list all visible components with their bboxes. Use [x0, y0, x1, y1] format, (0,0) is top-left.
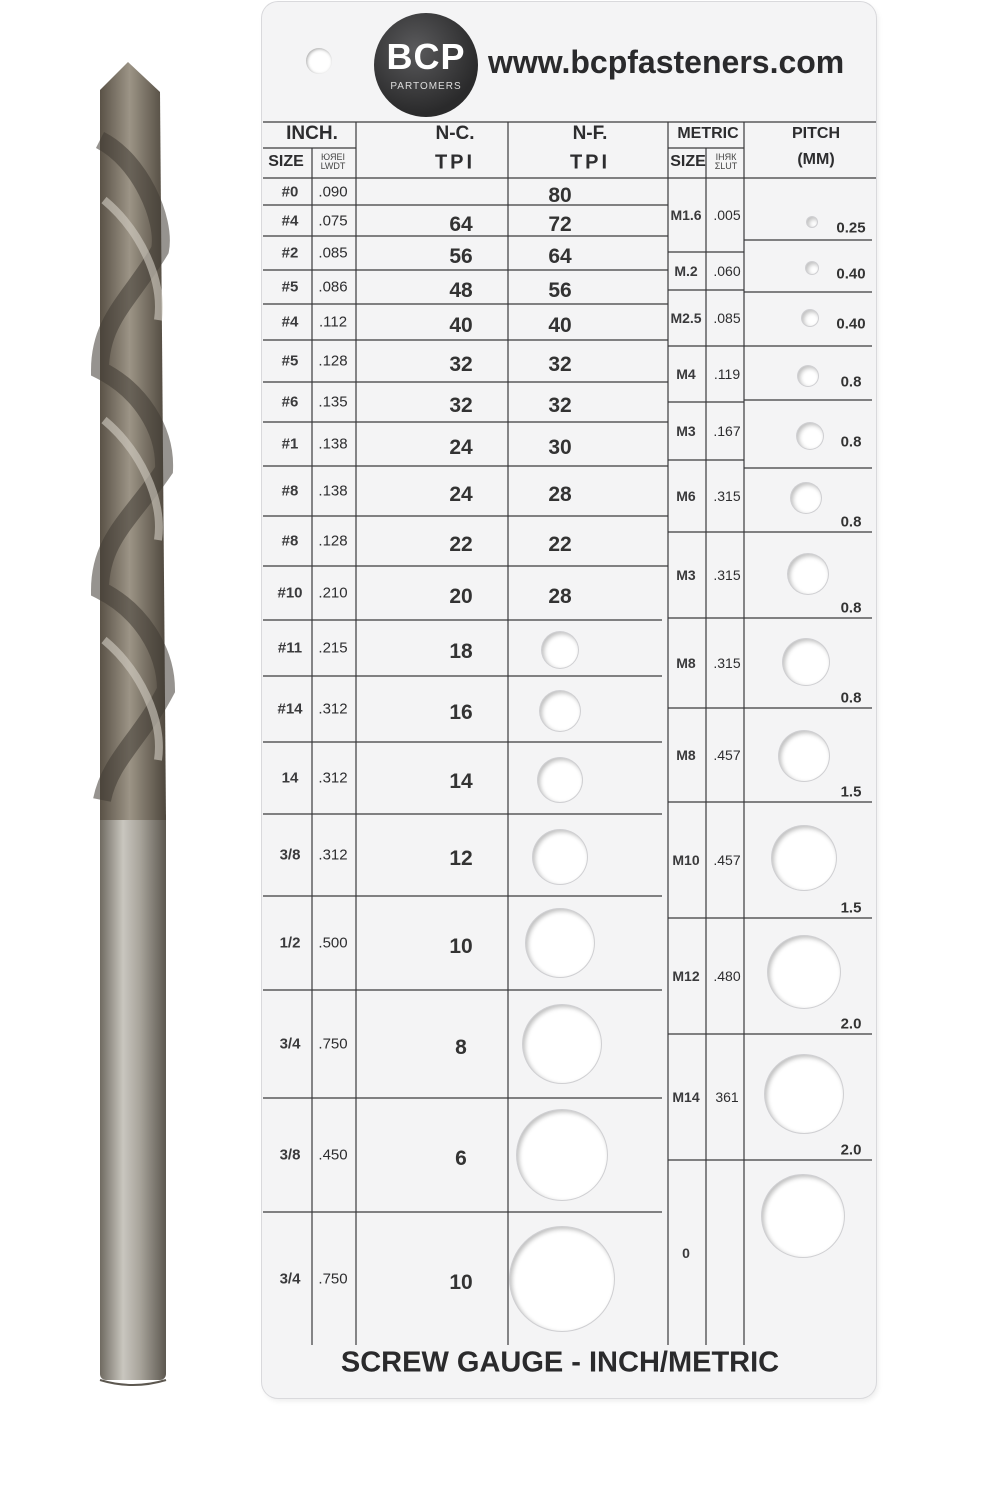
inch-size-cell: #11: [277, 639, 303, 657]
inch-size-cell: #1: [281, 435, 299, 453]
metric-diameter-cell: .167: [713, 423, 741, 439]
pitch-value: 2.0: [840, 1141, 862, 1159]
inch-size-cell: #4: [281, 212, 299, 229]
inch-size-cell: #10: [277, 584, 303, 602]
nf-tpi-cell: 32: [548, 353, 572, 376]
nc-tpi-cell: 32: [449, 394, 473, 417]
inch-size-cell: #8: [281, 482, 299, 500]
inch-gauge-hole[interactable]: [542, 632, 578, 668]
logo-sub-text: PARTOMERS: [390, 81, 462, 92]
metric-diameter-cell: .457: [713, 852, 741, 868]
inch-diameter-cell: .135: [318, 393, 348, 411]
inch-diameter-cell: .500: [318, 934, 348, 952]
inch-size-cell: #2: [281, 244, 299, 262]
metric-size-cell: M12: [672, 968, 700, 984]
header-nc: N-C.: [435, 123, 475, 144]
nc-tpi-cell: 16: [449, 701, 473, 724]
inch-size-cell: #6: [281, 393, 299, 411]
metric-size-cell: M14: [672, 1089, 700, 1105]
inch-diameter-cell: .138: [318, 435, 348, 453]
metric-gauge-hole[interactable]: [768, 936, 840, 1008]
inch-gauge-hole[interactable]: [510, 1227, 614, 1331]
inch-size-cell: 1/2: [279, 934, 301, 952]
metric-size-cell: M4: [676, 366, 696, 382]
metric-diameter-cell: .315: [713, 567, 741, 583]
nc-tpi-cell: 20: [449, 585, 473, 608]
nc-tpi-cell: 14: [449, 770, 473, 793]
header-pitch: PITCH: [792, 125, 840, 142]
metric-gauge-hole[interactable]: [783, 639, 829, 685]
nf-tpi-cell: 72: [548, 212, 572, 236]
inch-size-cell: #14: [277, 700, 303, 718]
pitch-value: 2.0: [840, 1015, 862, 1033]
metric-size-cell: M2.5: [670, 310, 702, 326]
inch-size-cell: #0: [281, 183, 299, 200]
nc-tpi-cell: 10: [449, 1270, 473, 1294]
nf-tpi-cell: 22: [548, 533, 572, 556]
header-metric-size: SIZE: [670, 153, 706, 170]
metric-size-cell: M1.6: [670, 207, 702, 223]
metric-size-cell: M10: [672, 852, 700, 868]
nc-tpi-cell: 18: [449, 640, 473, 663]
metric-size-cell: M.2: [674, 263, 698, 279]
inch-size-cell: #8: [281, 532, 299, 550]
pitch-value: 0.8: [840, 373, 862, 391]
website-label: www.bcpfasteners.com: [488, 44, 845, 80]
header-nf: N-F.: [572, 123, 608, 144]
metric-gauge-hole[interactable]: [791, 483, 821, 513]
nf-tpi-cell: 30: [548, 436, 572, 459]
header-size: SIZE: [268, 153, 304, 170]
metric-size-cell: M3: [676, 567, 696, 583]
inch-size-cell: #4: [281, 313, 299, 331]
inch-size-cell: 3/4: [279, 1035, 301, 1053]
inch-gauge-hole[interactable]: [533, 830, 587, 884]
metric-diameter-cell: .457: [713, 747, 741, 763]
nf-tpi-cell: 28: [548, 483, 572, 506]
inch-diameter-cell: .215: [318, 639, 348, 657]
header-inch-small: ЮЯЕІ LWDT: [320, 152, 346, 171]
header-metric: METRIC: [677, 125, 739, 142]
inch-diameter-cell: .312: [318, 769, 348, 787]
pitch-value: 0.8: [840, 689, 862, 707]
inch-gauge-hole[interactable]: [526, 909, 594, 977]
inch-diameter-cell: .450: [318, 1146, 348, 1164]
header-nf-tpi: TPI: [569, 151, 611, 174]
pitch-value: 0.40: [836, 315, 866, 333]
metric-diameter-cell: .119: [713, 366, 741, 382]
metric-size-cell: M8: [676, 747, 696, 763]
inch-diameter-cell: .128: [318, 532, 348, 550]
nc-tpi-cell: 10: [449, 935, 473, 958]
inch-diameter-cell: .085: [318, 244, 348, 262]
header-nc-tpi: TPI: [434, 151, 476, 174]
metric-gauge-hole[interactable]: [762, 1175, 844, 1257]
metric-size-cell: M3: [676, 423, 696, 439]
pitch-value: 0.25: [836, 219, 866, 237]
metric-diameter-cell: 361: [715, 1089, 739, 1105]
nf-tpi-cell: 56: [548, 279, 572, 302]
inch-gauge-hole[interactable]: [538, 758, 582, 802]
inch-size-cell: 3/8: [279, 846, 301, 864]
metric-gauge-hole[interactable]: [779, 731, 829, 781]
metric-gauge-hole[interactable]: [807, 217, 817, 227]
inch-size-cell: #5: [281, 352, 299, 370]
inch-diameter-cell: .090: [318, 183, 348, 200]
nc-tpi-cell: 32: [449, 353, 473, 376]
inch-diameter-cell: .128: [318, 352, 348, 370]
header-pitch-mm: (MM): [797, 151, 835, 168]
nc-tpi-cell: 6: [455, 1147, 467, 1170]
inch-size-cell: 3/8: [279, 1146, 301, 1164]
metric-gauge-hole[interactable]: [788, 554, 828, 594]
pitch-value: 0.8: [840, 513, 862, 531]
nc-tpi-cell: 56: [449, 245, 473, 268]
inch-diameter-cell: .750: [318, 1270, 348, 1287]
inch-diameter-cell: .086: [318, 278, 348, 296]
nf-tpi-cell: 80: [548, 183, 572, 207]
inch-diameter-cell: .210: [318, 584, 348, 602]
metric-diameter-cell: .085: [713, 310, 741, 326]
inch-gauge-hole[interactable]: [517, 1110, 607, 1200]
inch-size-cell: 14: [281, 769, 299, 787]
inch-diameter-cell: .138: [318, 482, 348, 500]
nc-tpi-cell: 12: [449, 847, 473, 870]
inch-gauge-hole[interactable]: [540, 691, 580, 731]
metric-size-cell: M6: [676, 488, 696, 504]
pitch-value: 0.40: [836, 265, 866, 283]
nc-tpi-cell: 64: [449, 212, 473, 236]
nf-tpi-cell: 40: [548, 314, 572, 337]
pitch-value: 0.8: [840, 599, 862, 617]
nc-tpi-cell: 22: [449, 533, 473, 556]
inch-diameter-cell: .312: [318, 846, 348, 864]
inch-diameter-cell: .075: [318, 212, 348, 229]
pitch-value: 0.8: [840, 433, 862, 451]
metric-gauge-hole[interactable]: [802, 310, 818, 326]
logo-main-text: BCP: [386, 36, 466, 77]
nc-tpi-cell: 24: [449, 483, 473, 506]
inch-diameter-cell: .312: [318, 700, 348, 718]
nc-tpi-cell: 48: [449, 279, 473, 302]
gauge-footer-title: SCREW GAUGE - INCH/METRIC: [340, 1346, 780, 1379]
metric-diameter-cell: .060: [713, 263, 741, 279]
metric-diameter-cell: .315: [713, 488, 741, 504]
metric-diameter-cell: .480: [713, 968, 741, 984]
inch-size-cell: #5: [281, 278, 299, 296]
nc-tpi-cell: 40: [449, 314, 473, 337]
metric-size-cell: 0: [682, 1244, 690, 1261]
inch-diameter-cell: .112: [318, 313, 348, 331]
nf-tpi-cell: 64: [548, 245, 572, 268]
nf-tpi-cell: 28: [548, 585, 572, 608]
metric-size-cell: M8: [676, 655, 696, 671]
metric-gauge-hole[interactable]: [798, 366, 818, 386]
metric-diameter-cell: .005: [713, 207, 741, 223]
metric-gauge-hole[interactable]: [797, 423, 823, 449]
inch-gauge-hole[interactable]: [523, 1005, 601, 1083]
inch-diameter-cell: .750: [318, 1035, 348, 1053]
nc-tpi-cell: 24: [449, 436, 473, 459]
pitch-value: 1.5: [840, 783, 862, 801]
inch-size-cell: 3/4: [279, 1270, 301, 1287]
nc-tpi-cell: 8: [455, 1036, 467, 1059]
header-inch: INCH.: [286, 123, 338, 144]
nf-tpi-cell: 32: [548, 394, 572, 417]
pitch-value: 1.5: [840, 899, 862, 917]
header-metric-small: ІНЯК ΣLUT: [714, 152, 738, 171]
metric-diameter-cell: .315: [713, 655, 741, 671]
metric-gauge-hole[interactable]: [772, 826, 836, 890]
metric-gauge-hole[interactable]: [765, 1055, 843, 1133]
metric-gauge-hole[interactable]: [806, 262, 818, 274]
